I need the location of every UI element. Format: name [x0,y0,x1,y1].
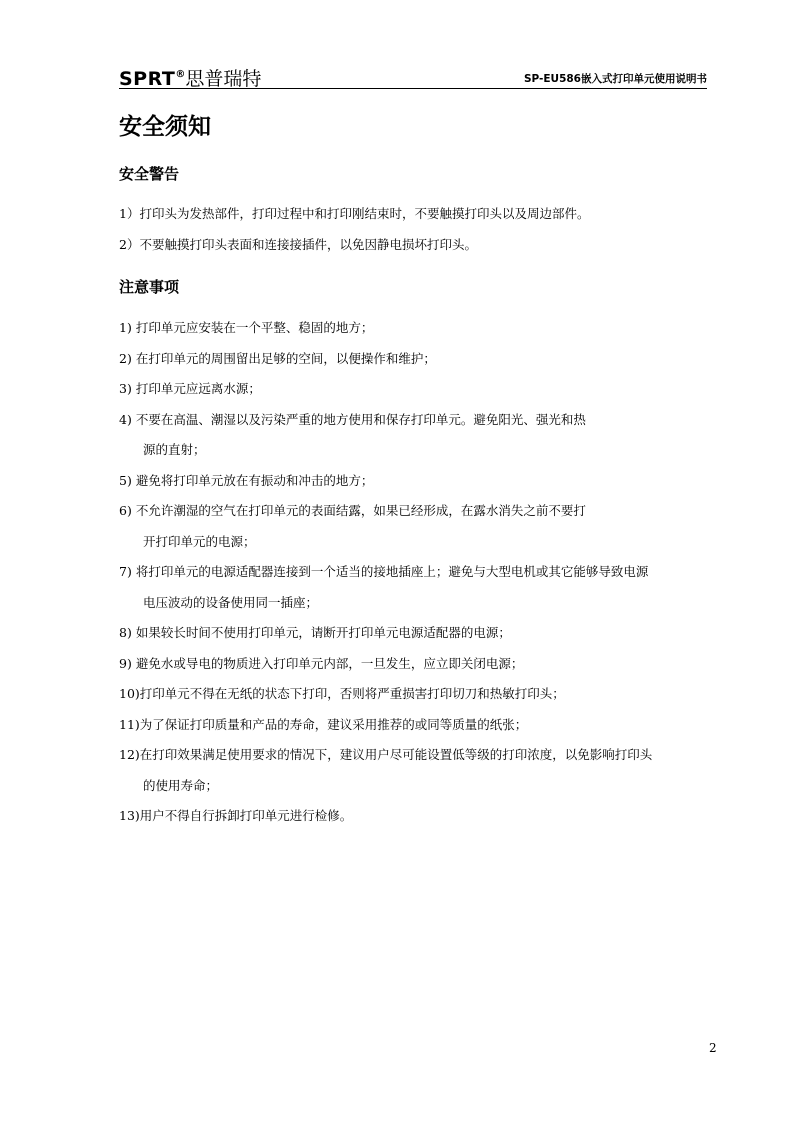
item-text: 避免水或导电的物质进入打印单元内部，一旦发生，应立即关闭电源； [135,655,524,671]
item-number: 2) [119,350,132,366]
item-text: 如果较长时间不使用打印单元，请断开打印单元电源适配器的电源； [135,625,511,640]
list-item [119,405,719,436]
item-number: 9) [119,655,132,671]
item-text: 打印单元应远离水源； [135,381,261,396]
list-item [119,496,719,527]
item-text: 打印单元应安装在一个平整、稳固的地方； [135,320,374,335]
item-number: 5) [119,472,132,488]
item-number: 11) [119,716,140,732]
item-text: 源的直射； [143,442,206,457]
list-item [119,710,719,741]
item-text: 的使用寿命； [143,777,219,793]
item-number: 12) [119,747,140,762]
item-text: 打印头为发热部件，打印过程中和打印刚结束时，不要触摸打印头以及周边部件。 [139,206,590,221]
item-text: 将打印单元的电源适配器连接到一个适当的接地插座上；避免与大型电机或其它能够导致电源 [135,564,649,579]
list-item [119,679,719,710]
registered-mark: ® [175,69,186,80]
item-number: 10) [119,686,140,701]
item-text: 打印单元不得在无纸的状态下打印，否则将严重损害打印切刀和热敏打印头； [139,686,565,701]
item-number: 1） [119,206,140,221]
item-number: 2） [119,236,140,252]
document-title: SP-EU586嵌入式打印单元使用说明书 [523,73,707,85]
precautions-list [119,313,719,832]
item-number: 7) [119,564,132,579]
item-number: 4) [119,411,132,427]
brand-name: SPRT [119,68,176,90]
list-item [119,649,719,680]
item-number: 6) [119,503,132,518]
item-text: 用户不得自行拆卸打印单元进行检修。 [139,808,353,823]
list-item-continuation [119,527,719,558]
list-item [119,313,719,344]
item-number: 1) [119,320,132,335]
page-title: 安全须知 [119,114,211,140]
list-item [119,374,719,405]
list-item [119,557,719,588]
page-number: 2 [709,1041,717,1055]
section-heading-safety-warning: 安全警告 [119,165,180,183]
list-item [119,740,719,771]
list-item-continuation [119,435,719,466]
safety-warning-list [119,199,719,260]
page-header [119,62,707,89]
list-item-continuation [119,588,719,619]
list-item-continuation [119,771,719,802]
list-item [119,199,719,230]
item-text: 不要在高温、潮湿以及污染严重的地方使用和保存打印单元。避免阳光、强光和热 [135,411,586,427]
item-text: 不允许潮湿的空气在打印单元的表面结露，如果已经形成，在露水消失之前不要打 [135,503,586,518]
item-number: 13) [119,808,140,823]
item-text: 在打印效果满足使用要求的情况下，建议用户尽可能设置低等级的打印浓度，以免影响打印头 [139,747,653,762]
item-text: 在打印单元的周围留出足够的空间，以便操作和维护； [135,350,436,366]
item-number: 3) [119,381,132,396]
list-item [119,466,719,497]
item-text: 电压波动的设备使用同一插座； [143,594,319,610]
list-item [119,801,719,832]
item-number: 8) [119,625,132,640]
section-heading-precautions: 注意事项 [119,278,180,296]
brand-name-cn: 思普瑞特 [185,68,262,90]
item-text: 为了保证打印质量和产品的寿命，建议采用推荐的或同等质量的纸张； [139,716,528,732]
list-item [119,230,719,261]
list-item [119,344,719,375]
item-text: 不要触摸打印头表面和连接接插件，以免因静电损坏打印头。 [139,236,477,252]
list-item [119,618,719,649]
sprt-logo [119,64,261,90]
item-text: 避免将打印单元放在有振动和冲击的地方； [135,472,374,488]
item-text: 开打印单元的电源； [143,533,256,549]
